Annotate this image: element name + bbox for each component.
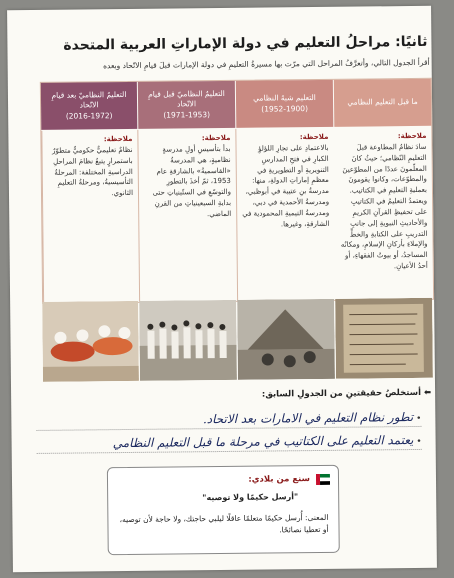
photo-old-manuscript	[335, 298, 433, 379]
proverb-box	[107, 465, 340, 555]
table-header-pre-formal: ما قبل التعليم النظامي	[334, 79, 431, 127]
question-prompt: ⬅ أستخلصُ حقيقتينِ من الجدولِ السابق:	[261, 387, 432, 400]
bullet-icon: •	[413, 413, 422, 425]
proverb-text: "أرسل حكيمًا ولا توصيه"	[202, 492, 299, 503]
table-cell-pre-formal: ملاحظة: سادَ نظامُ المطاوعة قبلَ التعليمِ النّظامي؛ حيثُ كانَ المعلّمونَ عددًا من المطوّعينَ والمطوّعات، وكانوا يقومونَ بعمليةِ التعليمِ في الكتاتيب. ويعتمدُ التعليمُ في الكتاتيبِ على تحفيظِ القرآنِ الكريمِ والأحاديثِ النبويةِ إلى جانبِ التدريبِ على الكتابةِ والخطِّ والإملاءِ بأركانِ الإسلامِ، ومكانُه المساجدُ، أو بيوتُ الفقهاءِ، أو أحدُ الأعيانِ.	[340, 131, 428, 271]
table-header-formal-post-union: التعليمُ النظاميّ بعد قيامِ الاتّحاد (2016-1972)	[41, 82, 137, 130]
table-cell-formal-pre-union: ملاحظة: بدأ بتأسيسِ أولِ مدرسةٍ نظاميةٍ، هي المدرسةُ «القاسميةُ» بالشارقةِ عام 1953، ثمّ أخذَ بالتطورِ والتوسّعِ في الستّينياتِ حتى بدايةِ السبعينياتِ من القرنِ الماضي.	[137, 129, 237, 302]
photo-modern-classroom	[42, 301, 139, 382]
uae-flag-icon	[316, 474, 330, 485]
table-header-formal-pre-union: التعليمُ النظاميّ قبل قيامِ الاتّحاد (1971-1953)	[138, 81, 235, 129]
photo-kuttab-class	[237, 299, 335, 380]
table-header-semi-formal: التعليم شبهُ النظامي (1952-1900)	[236, 80, 333, 128]
intro-text: أقرأ الجدول التالي، وأتعرَّفُ المراحل التي مرّت بها مسيرةُ التعليمِ في دولة الإمارات قبلَ قيامِ الاتّحاد وبعده	[102, 57, 430, 71]
education-stages-table	[40, 78, 434, 304]
box-title: سنع من بلادي:	[248, 474, 311, 485]
answer-line-1[interactable]: • تطور نظام التعليم في الامارات بعد الاتحاد.	[36, 410, 421, 431]
table-cell-semi-formal: ملاحظة: بالاعتمادِ على تجارِ اللؤلؤِ الكبارِ في فتحِ المدارسِ التنويريةِ أو التطويريةِ في معظمِ إماراتِ الدولةِ، منها: مدرسةُ بنِ عتيبة في أبوظبي، ومدرسةُ الأحمدية في دبي، ومدرسةُ التيميةِ المحمودية في الشارقةِ، وغيرها.	[235, 128, 335, 301]
table-cell-formal-post-union: ملاحظة: نظامٌ تعليميٌّ حكوميٌّ متطوّرٌ باستمرارٍ يتبعُ نظامَ المراحلِ الدراسيةِ المختلفة: المرحلةُ التأسيسيةُ، ومرحلةُ التعليمِ الثانوي.	[41, 130, 139, 303]
worksheet-page	[7, 6, 437, 572]
bullet-icon: •	[413, 436, 422, 448]
photo-early-school	[139, 300, 237, 381]
answer-line-2[interactable]: • يعتمد التعليم على الكتاتيب في مرحلة ما قبل التعليم النظامي	[37, 433, 422, 454]
proverb-meaning: المعنى: أُرسل حكيمًا متعلمًا عاقلًا ليلبي حاجتك، ولا حاجة لأن توصيه، أو تعطيا نصائحًا.	[119, 512, 329, 535]
section-title: ثانيًا: مراحلُ التعليم في دولة الإماراتِ العربية المتحدة	[63, 33, 428, 54]
historical-photos-strip	[42, 298, 433, 382]
arrow-left-icon: ⬅	[420, 387, 432, 398]
